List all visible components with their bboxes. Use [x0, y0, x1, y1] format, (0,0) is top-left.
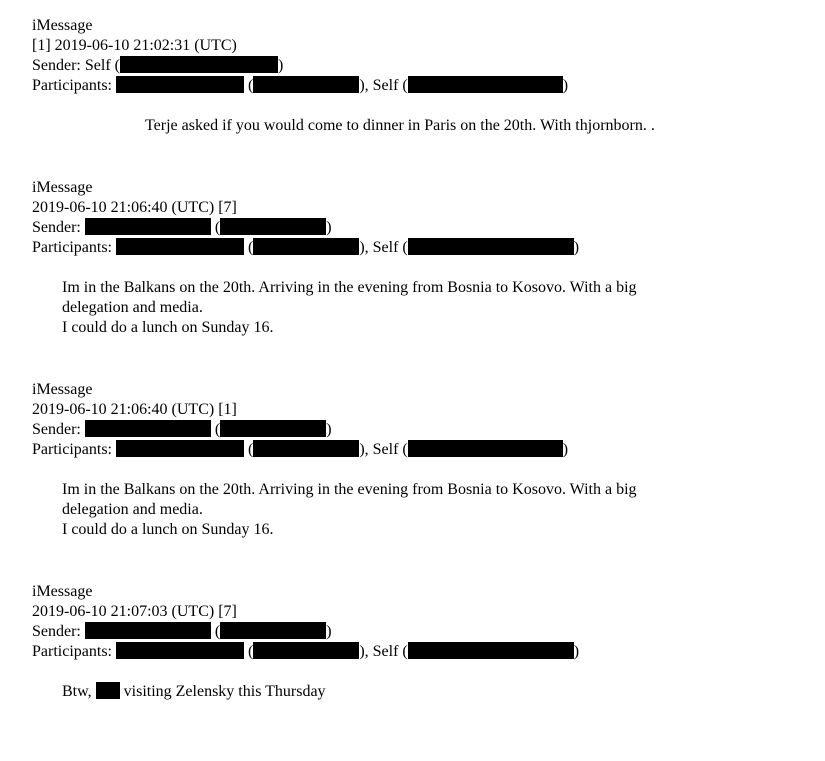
- message-body-line: I could do a lunch on Sunday 16.: [62, 319, 274, 336]
- body-suffix: visiting Zelensky this Thursday: [123, 683, 326, 700]
- sender-line: [32, 622, 579, 642]
- message-4: [32, 582, 579, 662]
- participants-label: Participants:: [32, 643, 112, 660]
- message-header: 2019-06-10 21:06:40 (UTC) [7]: [32, 199, 237, 216]
- message-body: [62, 278, 637, 338]
- close-paren: ): [573, 643, 580, 660]
- close-paren: ): [562, 77, 569, 94]
- message-1: [32, 16, 568, 96]
- message-body-line: I could do a lunch on Sunday 16.: [62, 521, 274, 538]
- sender-label: Sender:: [32, 421, 81, 438]
- open-paren: (: [214, 421, 221, 438]
- sender-line: [32, 420, 568, 440]
- redaction-block: [85, 420, 211, 437]
- sender-label: Sender: Self (: [32, 57, 120, 74]
- message-service: iMessage: [32, 583, 93, 600]
- message-body: [145, 116, 655, 136]
- redaction-block: [116, 238, 244, 255]
- message-3: [32, 380, 568, 460]
- open-paren: (: [247, 643, 254, 660]
- message-body: [62, 480, 637, 540]
- redaction-block: [220, 218, 326, 235]
- redaction-block: [408, 238, 574, 255]
- sender-line: [32, 218, 579, 238]
- message-header: 2019-06-10 21:06:40 (UTC) [1]: [32, 401, 237, 418]
- self-label: ), Self (: [359, 239, 408, 256]
- self-label: ), Self (: [359, 441, 408, 458]
- close-paren: ): [562, 441, 569, 458]
- close-paren: ): [277, 57, 284, 74]
- redaction-block: [253, 238, 359, 255]
- message-header: [1] 2019-06-10 21:02:31 (UTC): [32, 37, 237, 54]
- close-paren: ): [326, 623, 332, 640]
- redaction-block: [408, 76, 563, 93]
- self-label: ), Self (: [359, 77, 408, 94]
- message-body-line: delegation and media.: [62, 299, 203, 316]
- close-paren: ): [326, 219, 332, 236]
- participants-line: [32, 440, 568, 460]
- open-paren: (: [247, 239, 254, 256]
- message-service: iMessage: [32, 17, 93, 34]
- redaction-block: [116, 642, 244, 659]
- message-service: iMessage: [32, 381, 93, 398]
- participants-line: [32, 238, 579, 258]
- redaction-block: [408, 642, 574, 659]
- redaction-block: [253, 440, 359, 457]
- open-paren: (: [214, 623, 221, 640]
- message-body-line: Im in the Balkans on the 20th. Arriving in the evening from Bosnia to Kosovo. With a big: [62, 279, 637, 296]
- message-body-line: Terje asked if you would come to dinner in Paris on the 20th. With thjornborn. .: [145, 117, 655, 134]
- message-body: [62, 682, 326, 702]
- participants-line: [32, 642, 579, 662]
- participants-line: [32, 76, 568, 96]
- open-paren: (: [247, 441, 254, 458]
- redaction-block: [120, 56, 278, 73]
- message-body-line: delegation and media.: [62, 501, 203, 518]
- open-paren: (: [214, 219, 221, 236]
- open-paren: (: [247, 77, 254, 94]
- close-paren: ): [326, 421, 332, 438]
- participants-label: Participants:: [32, 239, 112, 256]
- redaction-block: [116, 76, 244, 93]
- close-paren: ): [573, 239, 580, 256]
- message-service: iMessage: [32, 179, 93, 196]
- redaction-block: [408, 440, 563, 457]
- participants-label: Participants:: [32, 77, 112, 94]
- redaction-block: [220, 622, 326, 639]
- participants-label: Participants:: [32, 441, 112, 458]
- body-prefix: Btw,: [62, 683, 92, 700]
- redaction-block: [96, 682, 120, 699]
- redaction-block: [253, 76, 359, 93]
- redaction-block: [220, 420, 326, 437]
- self-label: ), Self (: [359, 643, 408, 660]
- sender-label: Sender:: [32, 623, 81, 640]
- message-2: [32, 178, 579, 258]
- sender-label: Sender:: [32, 219, 81, 236]
- sender-line: [32, 56, 568, 76]
- message-body-line: Im in the Balkans on the 20th. Arriving in the evening from Bosnia to Kosovo. With a big: [62, 481, 637, 498]
- redaction-block: [116, 440, 244, 457]
- redaction-block: [253, 642, 359, 659]
- message-header: 2019-06-10 21:07:03 (UTC) [7]: [32, 603, 237, 620]
- redaction-block: [85, 622, 211, 639]
- message-body-line: [62, 682, 326, 702]
- redaction-block: [85, 218, 211, 235]
